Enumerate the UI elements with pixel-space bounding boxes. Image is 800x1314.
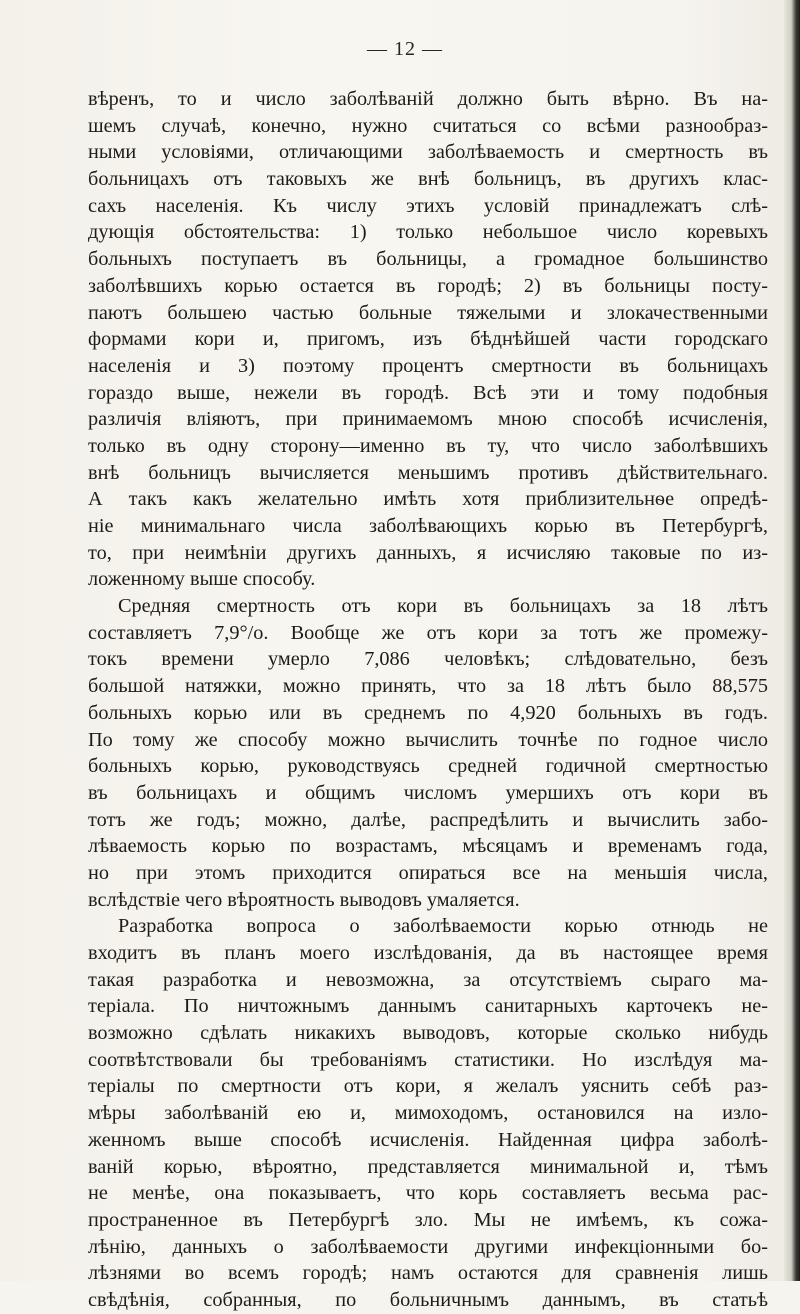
text-line: больницахъ отъ таковыхъ же внѣ больницъ, въ другихъ клас- — [88, 168, 768, 191]
text-line: А такъ какъ желательно имѣть хотя приблизительнѳе опредѣ- — [88, 488, 768, 511]
text-line: большой натяжки, можно принять, что за 18 лѣтъ было 88,575 — [88, 675, 768, 698]
text-line: шемъ случаѣ, конечно, нужно считаться со всѣми разнообраз- — [88, 114, 768, 137]
text-line: лѣваемость корью по возрастамъ, мѣсяцамъ и временамъ года, — [88, 835, 768, 858]
text-line: внѣ больницъ вычисляется меньшимъ противъ дѣйствительнаго. — [88, 461, 768, 484]
text-line: вслѣдствіе чего вѣроятность выводовъ умаляется. — [88, 888, 520, 911]
binding-edge — [784, 0, 800, 1281]
text-line: женномъ выше способѣ исчисленія. Найденная цифра заболѣ- — [88, 1128, 768, 1151]
text-line: вѣренъ, то и число заболѣваній должно быть вѣрно. Въ на- — [88, 88, 768, 110]
text-line: больныхъ поступаетъ въ больницы, а громадное большинство — [88, 248, 768, 271]
body-text — [88, 86, 768, 1314]
text-line: входитъ въ планъ моего изслѣдованія, да въ настоящее время — [88, 942, 768, 964]
text-line: то, при неимѣніи другихъ данныхъ, я исчисляю таковые по из- — [88, 541, 768, 564]
text-line: заболѣвшихъ корью остается въ городѣ; 2) въ больницы посту- — [88, 274, 768, 297]
page-number: — 12 — — [367, 38, 443, 60]
text-line: мѣры заболѣваній ею и, мимоходомъ, остановился на изло- — [88, 1102, 768, 1125]
text-line: соотвѣтствовали бы требованіямъ статистики. Но изслѣдуя ма- — [88, 1048, 768, 1071]
text-line: теріала. По ничтожнымъ даннымъ санитарныхъ карточекъ не- — [88, 995, 768, 1018]
text-line: сахъ населенія. Къ числу этихъ условій принадлежатъ слѣ- — [88, 194, 768, 217]
text-line: ваній корью, вѣроятно, представляется минимальной и, тѣмъ — [88, 1155, 768, 1178]
text-line: паютъ большею частью больные тяжелыми и злокачественными — [88, 301, 768, 324]
text-line: гораздо выше, нежели въ городѣ. Всѣ эти и тому подобныя — [88, 381, 768, 404]
text-line: больныхъ корью или въ среднемъ по 4,920 больныхъ въ годъ. — [88, 701, 768, 724]
text-line: Средняя смертность отъ кори въ больницахъ за 18 лѣтъ — [118, 595, 768, 618]
text-line: въ больницахъ и общимъ числомъ умершихъ отъ кори въ — [88, 781, 768, 804]
text-line: токъ времени умерло 7,086 человѣкъ; слѣдовательно, безъ — [88, 648, 768, 671]
text-line: больныхъ корью, руководствуясь средней годичной смертностью — [88, 755, 768, 778]
text-line: лѣнію, данныхъ о заболѣваемости другими инфекціонными бо- — [88, 1235, 768, 1258]
text-line: дующія обстоятельства: 1) только небольшое число коревыхъ — [88, 221, 768, 244]
text-line: формами кори и, пригомъ, изъ бѣднѣйшей части городскаго — [88, 328, 768, 351]
text-line: возможно сдѣлать никакихъ выводовъ, которые сколько нибудь — [88, 1022, 768, 1045]
text-line: ніе минимальнаго числа заболѣвающихъ корью въ Петербургѣ, — [88, 515, 768, 537]
text-line: различія вліяютъ, при принимаемомъ мною способѣ исчисленія, — [88, 408, 768, 431]
text-line: но при этомъ приходится опираться все на меньшія числа, — [88, 861, 768, 884]
text-line: пространенное въ Петербургѣ зло. Мы не имѣемъ, къ сожа- — [88, 1208, 768, 1231]
text-line: ными условіями, отличающими заболѣваемость и смертность въ — [88, 141, 768, 164]
text-line: не менѣе, она показываетъ, что корь составляетъ весьма рас- — [88, 1182, 768, 1205]
text-line: лѣзнями во всемъ городѣ; намъ остаются для сравненія лишь — [88, 1262, 768, 1285]
text-line: населенія и 3) поэтому процентъ смертности въ больницахъ — [88, 354, 768, 377]
text-line: только въ одну сторону—именно въ ту, что число заболѣвшихъ — [88, 434, 768, 457]
text-line: ложенному выше способу. — [88, 568, 316, 591]
text-line: Разработка вопроса о заболѣваемости корью отнюдь не — [118, 915, 768, 938]
text-line: свѣдѣнія, собранныя, по больничнымъ даннымъ, въ статьѣ — [88, 1288, 768, 1311]
text-line: теріалы по смертности отъ кори, я желалъ уяснить себѣ раз- — [88, 1075, 768, 1098]
text-line: тотъ же годъ; можно, далѣе, распредѣлить и вычислить забо- — [88, 808, 768, 831]
text-line: По тому же способу можно вычислить точнѣе по годное число — [88, 728, 768, 751]
text-line: составляетъ 7,9°/о. Вообще же отъ кори за тотъ же промежу- — [88, 621, 768, 644]
text-line: такая разработка и невозможна, за отсутствіемъ сыраго ма- — [88, 968, 768, 991]
